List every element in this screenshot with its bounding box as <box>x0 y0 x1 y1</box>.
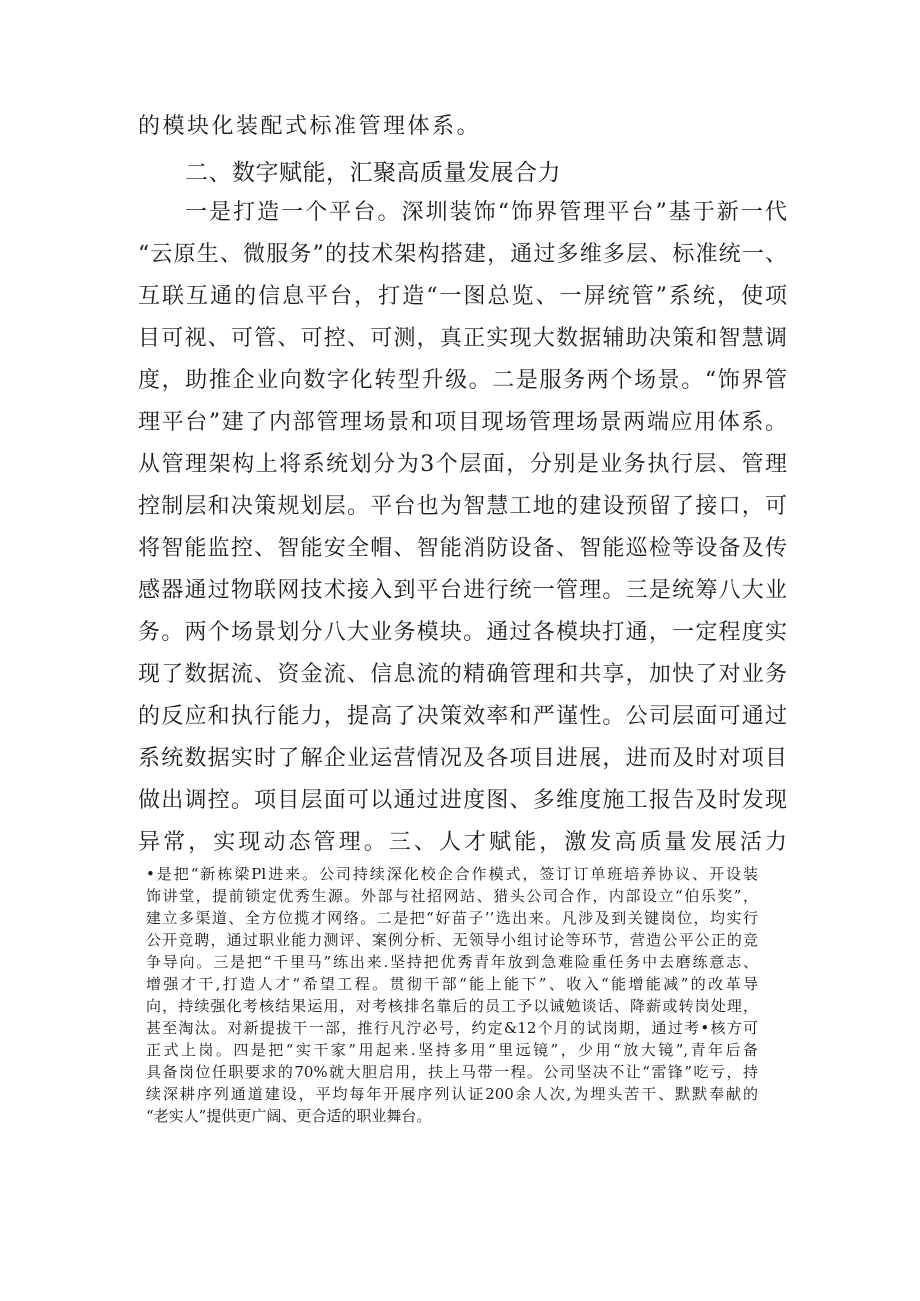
section-heading-2: 二、数字赋能，汇聚高质量发展合力 <box>185 160 561 186</box>
small-line-2: 饰讲堂，提前锁定优秀生源。外部与社招网站、猎头公司合作，内部设立“伯乐奖”， <box>146 887 758 905</box>
paragraph-line-12: 务。两个场景划分八大业务模块。通过各模块打通，一定程度实 <box>138 620 788 645</box>
small-line-9: 正式上岗。四是把“实干家”用起来.坚持多用“里远镜”，少用“放大镜”,青年后备 <box>146 1041 758 1059</box>
small-line-12: “老实人”提供更广阔、更合适的职业舞台。 <box>146 1107 432 1125</box>
small-line-1: •是把“新栋梁Pl进来。公司持续深化校企合作模式，签订订单班培养协议、开设装 <box>146 865 758 883</box>
paragraph-line-2: 一是打造一个平台。深圳装饰“饰界管理平台”基于新一代 <box>185 200 788 225</box>
small-line-4: 公开竞聘，通过职业能力测评、案例分析、无领导小组讨论等环节，营造公平公正的竞 <box>146 931 758 949</box>
paragraph-line-6: 度，助推企业向数字化转型升级。二是服务两个场景。“饰界管 <box>138 368 788 393</box>
small-line-10: 具备岗位任职要求的70%就大胆启用，扶上马带一程。公司坚决不让“雷锋”吃亏，持 <box>146 1063 758 1081</box>
paragraph-line-17: 异常，实现动态管理。三、人才赋能，激发高质量发展活力 <box>138 830 788 855</box>
paragraph-line-5: 目可视、可管、可控、可测，真正实现大数据辅助决策和智慧调 <box>138 326 788 351</box>
paragraph-line-8: 从管理架构上将系统划分为3个层面，分别是业务执行层、管理 <box>138 452 788 477</box>
paragraph-line-11: 感器通过物联网技术接入到平台进行统一管理。三是统筹八大业 <box>138 578 788 603</box>
paragraph-line-16: 做出调控。项目层面可以通过进度图、多维度施工报告及时发现 <box>138 788 788 813</box>
small-line-3: 建立多渠道、全方位揽才网络。二是把“好苗子’’选出来。凡涉及到关键岗位，均实行 <box>146 909 758 927</box>
paragraph-line-9: 控制层和决策规划层。平台也为智慧工地的建设预留了接口，可 <box>138 494 788 519</box>
paragraph-line-10: 将智能监控、智能安全帽、智能消防设备、智能巡检等设备及传 <box>138 536 788 561</box>
small-line-11: 续深耕序列通道建设，平均每年开展序列认证200余人次,为埋头苦干、默默奉献的 <box>146 1085 758 1103</box>
paragraph-line-1: 的模块化装配式标准管理体系。 <box>138 114 482 139</box>
paragraph-line-3: “云原生、微服务”的技术架构搭建，通过多维多层、标准统一、 <box>138 242 788 267</box>
paragraph-line-7: 理平台”建了内部管理场景和项目现场管理场景两端应用体系。 <box>138 410 788 435</box>
paragraph-line-14: 的反应和执行能力，提高了决策效率和严谨性。公司层面可通过 <box>138 704 788 729</box>
paragraph-line-13: 现了数据流、资金流、信息流的精确管理和共享，加快了对业务 <box>138 662 788 687</box>
small-line-5: 争导向。三是把“千里马”练出来.坚持把优秀青年放到急难险重任务中去磨练意志、 <box>146 953 758 971</box>
small-line-6: 增强才干,打造人才“希望工程。贯彻干部“能上能下”、收入“能增能减”的改革导 <box>146 975 758 993</box>
small-line-8: 甚至淘汰。对新提拔干一部，推行凡泞必号，约定&12个月的试岗期，通过考•核方可 <box>146 1019 758 1037</box>
paragraph-line-4: 互联互通的信息平台，打造“一图总览、一屏统管”系统，使项 <box>138 284 788 309</box>
paragraph-line-15: 系统数据实时了解企业运营情况及各项目进展，进而及时对项目 <box>138 746 788 771</box>
small-line-7: 向，持续强化考核结果运用，对考核排名靠后的员工予以诫勉谈话、降薪或转岗处理， <box>146 997 758 1015</box>
